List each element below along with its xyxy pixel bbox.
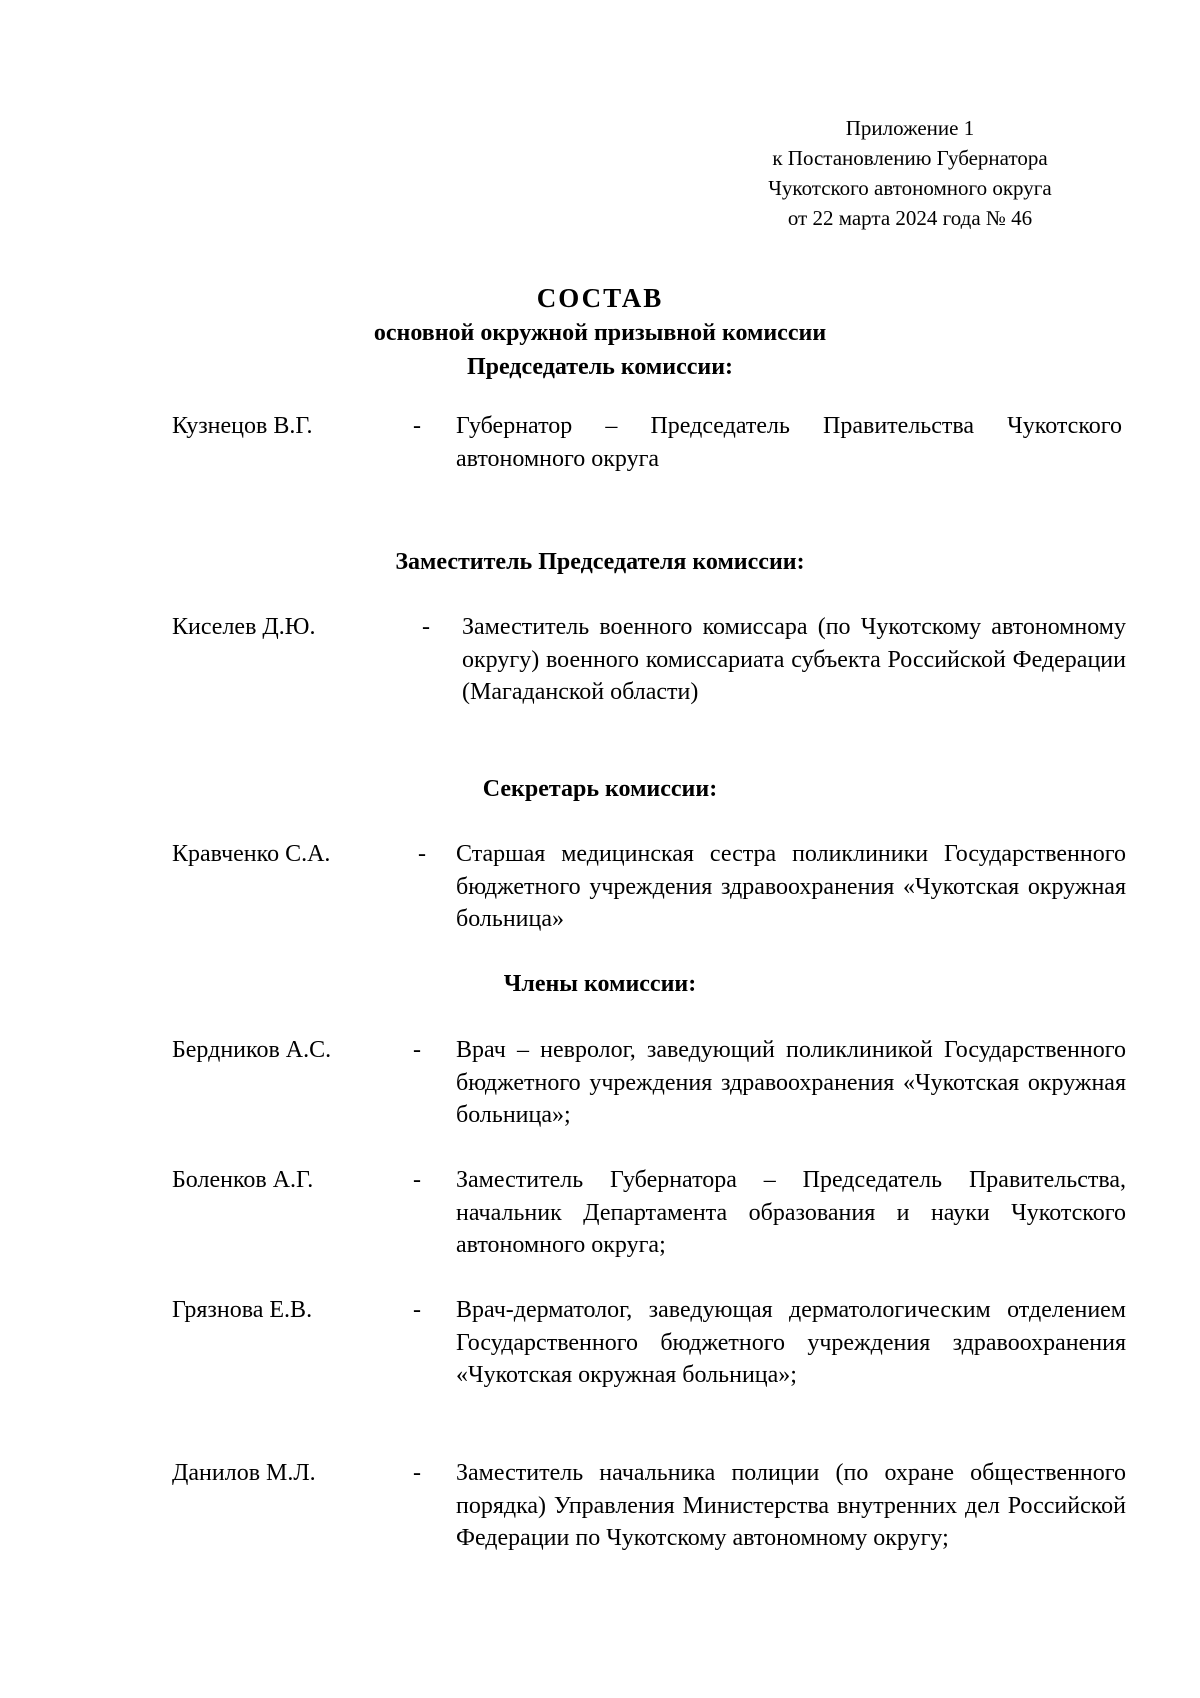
- member-dash: -: [413, 413, 421, 439]
- member-dash: -: [413, 1167, 421, 1193]
- section-heading-chairman: Председатель комиссии:: [466, 354, 734, 380]
- document-title: СОСТАВ: [536, 283, 664, 313]
- appendix-block: [740, 113, 1080, 233]
- member-description: Врач-дерматолог, заведующая дерматологическим отделением Государственного бюджетного учреждения здравоохранения «Чукотская окружная больница»;: [456, 1297, 1126, 1388]
- member-name: Кузнецов В.Г.: [172, 413, 313, 439]
- member-description: Заместитель Губернатора – Председатель Правительства, начальник Департамента образования и науки Чукотского автономного округа;: [456, 1167, 1126, 1258]
- member-name: Киселев Д.Ю.: [172, 614, 316, 640]
- section-heading-deputy: Заместитель Председателя комиссии:: [395, 549, 805, 575]
- member-description: Заместитель начальника полиции (по охране общественного порядка) Управления Министерства внутренних дел Российской Федерации по Чукотскому автономному округу;: [456, 1460, 1126, 1551]
- member-dash: -: [418, 841, 426, 867]
- member-description: Врач – невролог, заведующий поликлиникой Государственного бюджетного учреждения здравоохранения «Чукотская окружная больница»;: [456, 1037, 1126, 1128]
- member-dash: -: [413, 1037, 421, 1063]
- member-dash: -: [422, 614, 430, 640]
- section-heading-secretary: Секретарь комиссии:: [482, 776, 718, 802]
- member-dash: -: [413, 1297, 421, 1323]
- member-description: Заместитель военного комиссара (по Чукотскому автономному округу) военного комиссариата субъекта Российской Федерации (Магаданской области): [462, 614, 1126, 705]
- member-name: Данилов М.Л.: [172, 1460, 316, 1486]
- appendix-line: Приложение 1: [845, 116, 975, 140]
- member-name: Боленков А.Г.: [172, 1167, 314, 1193]
- member-name: Грязнова Е.В.: [172, 1297, 313, 1323]
- document-subtitle: основной окружной призывной комиссии: [373, 320, 827, 346]
- member-description: Губернатор – Председатель Правительства Чукотского автономного округа: [456, 413, 1122, 472]
- appendix-line: к Постановлению Губернатора: [772, 146, 1048, 170]
- member-dash: -: [413, 1460, 421, 1486]
- member-description: Старшая медицинская сестра поликлиники Государственного бюджетного учреждения здравоохранения «Чукотская окружная больница»: [456, 841, 1126, 932]
- section-heading-members: Члены комиссии:: [503, 971, 697, 997]
- member-name: Бердников А.С.: [172, 1037, 332, 1063]
- appendix-line: Чукотского автономного округа: [768, 176, 1052, 200]
- member-name: Кравченко С.А.: [172, 841, 331, 867]
- appendix-line: от 22 марта 2024 года № 46: [787, 206, 1033, 230]
